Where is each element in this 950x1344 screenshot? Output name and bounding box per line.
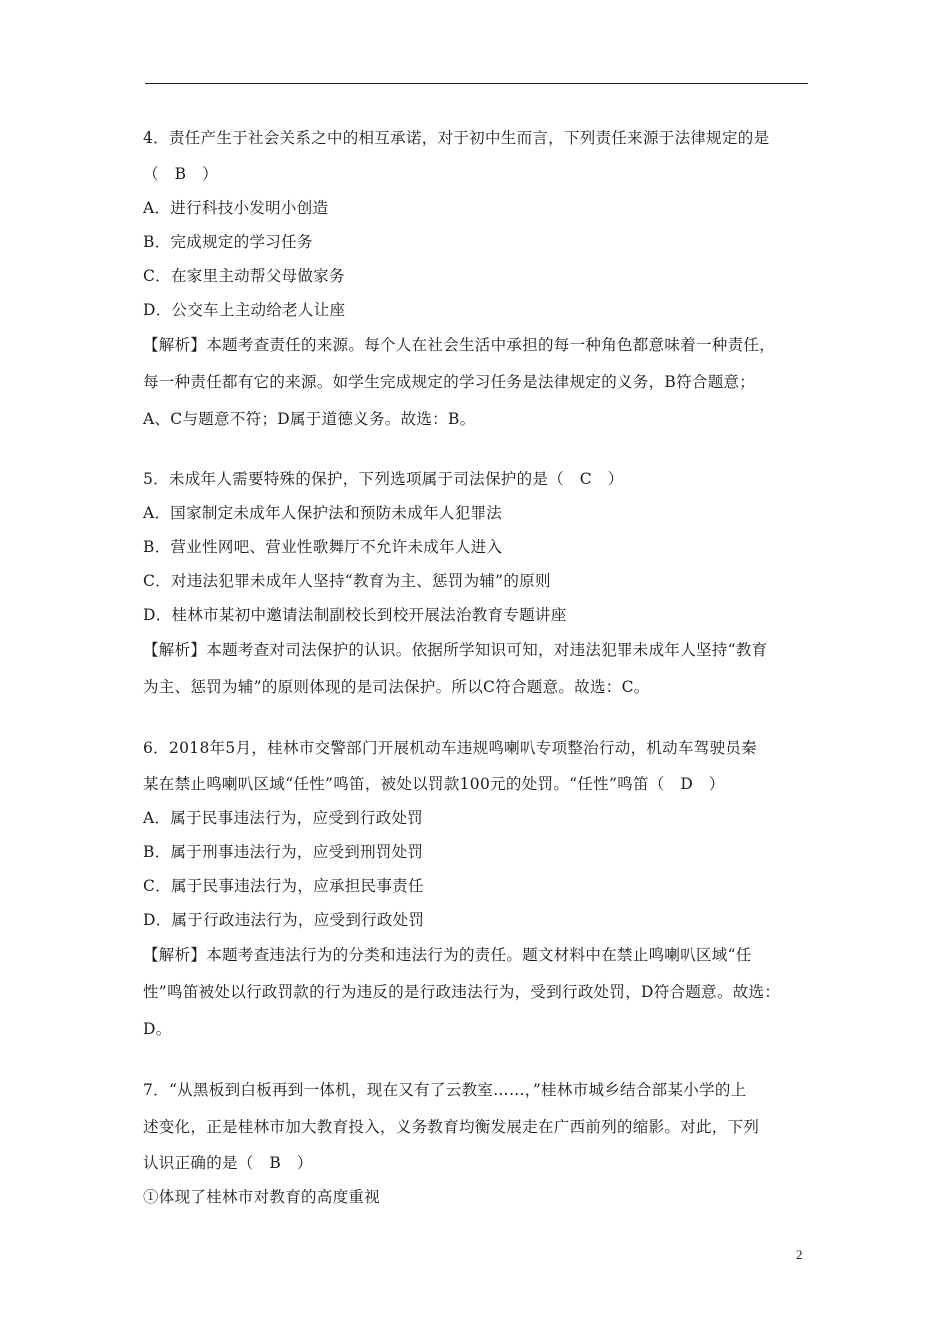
question-6	[143, 730, 811, 1048]
option-a: A．属于民事违法行为，应受到行政处罚	[143, 809, 424, 827]
option-b: B．属于刑事违法行为，应受到刑罚处罚	[143, 843, 424, 861]
header-rule	[145, 83, 808, 84]
question-stem: 6．2018年5月，桂林市交警部门开展机动车违规鸣喇叭专项整治行动，机动车驾驶员秦	[143, 739, 757, 757]
statement-1: ①体现了桂林市对教育的高度重视	[143, 1188, 381, 1206]
question-stem: （ B ）	[143, 165, 218, 183]
question-stem: 4．责任产生于社会关系之中的相互承诺，对于初中生而言，下列责任来源于法律规定的是	[143, 129, 770, 147]
option-c: C．对违法犯罪未成年人坚持“教育为主、惩罚为辅”的原则	[143, 572, 551, 590]
analysis-text: 每一种责任都有它的来源。如学生完成规定的学习任务是法律规定的义务，B符合题意；	[143, 373, 756, 391]
question-stem: 述变化，正是桂林市加大教育投入，义务教育均衡发展走在广西前列的缩影。对此，下列	[143, 1118, 760, 1136]
question-7	[143, 1072, 811, 1214]
page-content	[143, 120, 811, 1214]
analysis-text: 【解析】本题考查责任的来源。每个人在社会生活中承担的每一种角色都意味着一种责任，	[143, 336, 776, 354]
option-d: D．桂林市某初中邀请法制副校长到校开展法治教育专题讲座	[143, 606, 567, 624]
question-stem: 某在禁止鸣喇叭区域“任性”鸣笛，被处以罚款100元的处罚。“任性”鸣笛（ D ）	[143, 775, 725, 793]
option-c: C．在家里主动帮父母做家务	[143, 267, 345, 285]
option-b: B．营业性网吧、营业性歌舞厅不允许未成年人进入	[143, 538, 503, 556]
analysis-text: 【解析】本题考查对司法保护的认识。依据所学知识可知，对违法犯罪未成年人坚持“教育	[143, 641, 768, 659]
analysis-text: D。	[143, 1020, 172, 1038]
option-c: C．属于民事违法行为，应承担民事责任	[143, 877, 424, 895]
analysis-text: 【解析】本题考查违法行为的分类和违法行为的责任。题文材料中在禁止鸣喇叭区域“任	[143, 946, 752, 964]
option-d: D．属于行政违法行为，应受到行政处罚	[143, 911, 425, 929]
option-a: A．进行科技小发明小创造	[143, 199, 329, 217]
analysis-text: 性”鸣笛被处以行政罚款的行为违反的是行政违法行为，受到行政处罚，D符合题意。故选：	[143, 983, 781, 1001]
question-5	[143, 462, 811, 706]
analysis-text: 为主、惩罚为辅”的原则体现的是司法保护。所以C符合题意。故选：C。	[143, 678, 650, 696]
option-a: A．国家制定未成年人保护法和预防未成年人犯罪法	[143, 504, 503, 522]
question-4	[143, 120, 811, 438]
option-b: B．完成规定的学习任务	[143, 233, 313, 251]
question-stem: 7．“从黑板到白板再到一体机，现在又有了云教室……，”桂林市城乡结合部某小学的上	[143, 1081, 747, 1099]
option-d: D．公交车上主动给老人让座	[143, 301, 346, 319]
question-stem: 认识正确的是（ B ）	[143, 1154, 313, 1172]
page-number: 2	[796, 1247, 803, 1262]
analysis-text: A、C与题意不符；D属于道德义务。故选：B。	[143, 410, 476, 428]
question-stem: 5．未成年人需要特殊的保护，下列选项属于司法保护的是（ C ）	[143, 470, 624, 488]
